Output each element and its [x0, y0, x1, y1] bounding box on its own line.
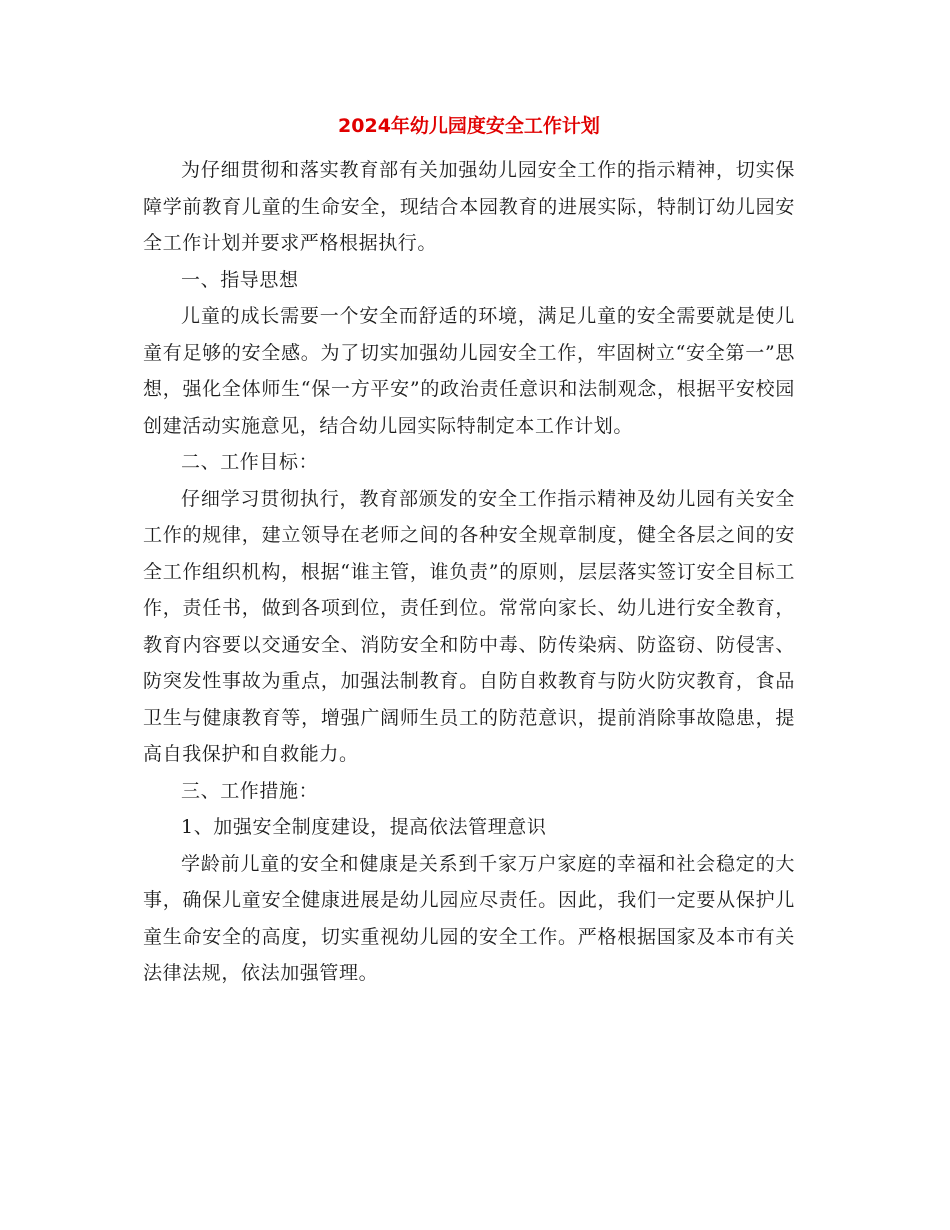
document-title: 2024年幼儿园度安全工作计划 — [338, 115, 600, 137]
paragraph-safety-system: 学龄前儿童的安全和健康是关系到千家万户家庭的幸福和社会稳定的大事，确保儿童安全健康进展是幼儿园应尽责任。因此，我们一定要从保护儿童生命安全的高度，切实重视幼儿园的安全工作。严格根据国家及本市有关法律法规，依法加强管理。 — [143, 852, 795, 984]
paragraph-work-goals: 仔细学习贯彻执行，教育部颁发的安全工作指示精神及幼儿园有关安全工作的规律，建立领导在老师之间的各种安全规章制度，健全各层之间的安全工作组织机构，根据“谁主管，谁负责”的原则，层层落实签订安全目标工作，责任书，做到各项到位，责任到位。常常向家长、幼儿进行安全教育，教育内容要以交通安全、消防安全和防中毒、防传染病、防盗窃、防侵害、防突发性事故为重点，加强法制教育。自防自救教育与防火防灾教育，食品卫生与健康教育等，增强广阔师生员工的防范意识，提前消除事故隐患，提高自我保护和自救能力。 — [143, 487, 795, 765]
subsection-heading-safety-system: 1、加强安全制度建设，提高依法管理意识 — [181, 816, 547, 838]
paragraph-guiding-thought: 儿童的成长需要一个安全而舒适的环境，满足儿童的安全需要就是使儿童有足够的安全感。为了切实加强幼儿园安全工作，牢固树立“安全第一”思想，强化全体师生“保一方平安”的政治责任意识和法制观念，根据平安校园创建活动实施意见，结合幼儿园实际特制定本工作计划。 — [143, 305, 795, 437]
document-body — [143, 112, 795, 992]
section-heading-work-measures: 三、工作措施： — [181, 779, 319, 802]
section-heading-guiding-thought: 一、指导思想 — [181, 268, 299, 291]
section-heading-work-goals: 二、工作目标： — [181, 451, 319, 473]
paragraph-intro: 为仔细贯彻和落实教育部有关加强幼儿园安全工作的指示精神，切实保障学前教育儿童的生命安全，现结合本园教育的进展实际，特制订幼儿园安全工作计划并要求严格根据执行。 — [143, 159, 795, 254]
